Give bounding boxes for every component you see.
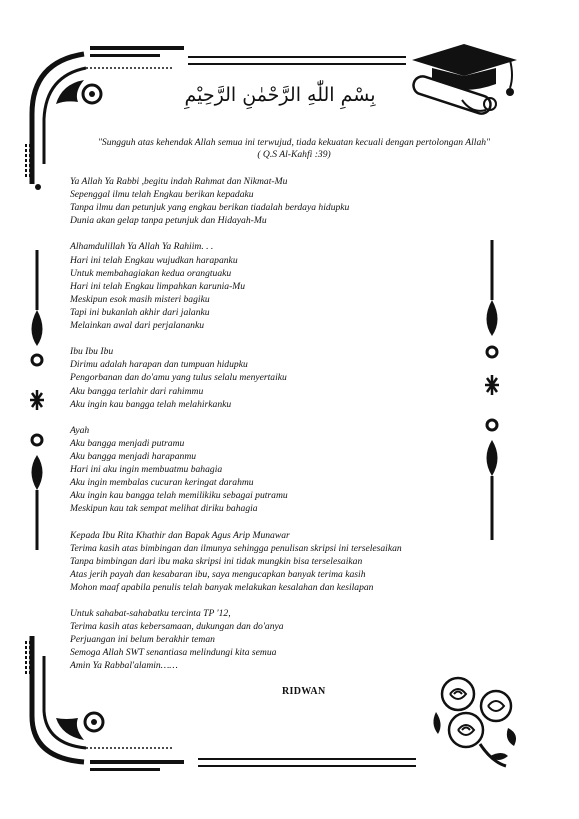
roses-ornament xyxy=(428,672,520,772)
poem-line: Meskipun esok masih misteri bagiku xyxy=(70,293,210,305)
quote-source: ( Q.S Al-Kahfi :39) xyxy=(257,149,331,160)
stanza xyxy=(70,345,470,410)
poem-line: Hari ini telah Engkau wujudkan harapanku xyxy=(70,254,238,266)
graduation-cap-and-diploma-icon xyxy=(402,40,527,120)
poem-line: Terima kasih atas bimbingan dan ilmunya sehingga penulisan skripsi ini terselesaikan xyxy=(70,542,402,554)
poem-line: Tanpa bimbingan dari ibu maka skripsi ini tidak mungkin bisa terselesaikan xyxy=(70,555,363,567)
poem-line: Tapi ini bukanlah akhir dari jalanku xyxy=(70,306,210,318)
poem-line: Perjuangan ini belum berakhir teman xyxy=(70,634,215,646)
poem-line: Untuk membahagiakan kedua orangtuaku xyxy=(70,267,232,279)
stanza xyxy=(70,607,470,672)
stanza xyxy=(70,424,470,516)
poem-line: Hari ini aku ingin membuatmu bahagia xyxy=(70,464,223,476)
poem-line: Aku ingin membalas cucuran keringat darahmu xyxy=(70,477,254,489)
poem-line: Hari ini telah Engkau limpahkan karunia-Mu xyxy=(70,280,246,292)
stanza xyxy=(70,240,470,332)
poem-line: Dirimu adalah harapan dan tumpuan hidupku xyxy=(70,359,248,371)
poem-line: Ibu Ibu Ibu xyxy=(70,346,114,358)
bottom-border-bar xyxy=(198,758,416,767)
poem-line: Aku bangga menjadi putramu xyxy=(70,437,185,449)
poem-line: Atas jerih payah dan kesabaran ibu, saya mengucapkan banyak terima kasih xyxy=(70,568,366,580)
poem-line: Dunia akan gelap tanpa petunjuk dan Hidayah-Mu xyxy=(70,215,267,227)
author-signature: RIDWAN xyxy=(282,686,326,697)
poem-line: Aku ingin kau bangga telah memilikiku sebagai putramu xyxy=(70,490,288,502)
quote-text: "Sungguh atas kehendak Allah semua ini terwujud, tiada kekuatan kecuali dengan pertolongan Allah" xyxy=(97,137,491,148)
dedication-body xyxy=(70,175,470,686)
poem-line: Alhamdulillah Ya Allah Ya Rahiim. . . xyxy=(70,241,214,253)
poem-line: Meskipun kau tak sempat melihat diriku bahagia xyxy=(70,503,258,515)
poem-line: Amin Ya Rabbal'alamin…… xyxy=(70,660,178,672)
poem-line: Aku bangga menjadi harapanmu xyxy=(70,450,197,462)
poem-line: Terima kasih atas kebersamaan, dukungan dan do'anya xyxy=(70,621,284,633)
poem-line: Semoga Allah SWT senantiasa melindungi kita semua xyxy=(70,647,277,659)
poem-line: Pengorbanan dan do'amu yang tulus selalu menyertaiku xyxy=(70,372,287,384)
poem-line: Untuk sahabat-sahabatku tercinta TP '12, xyxy=(70,608,231,620)
top-left-corner-ornament xyxy=(22,44,192,194)
poem-line: Sepenggal ilmu telah Engkau berikan kepadaku xyxy=(70,189,254,201)
poem-line: Tanpa ilmu dan petunjuk yang engkau berikan tiadalah berdaya hidupku xyxy=(70,202,350,214)
poem-line: Kepada Ibu Rita Khathir dan Bapak Agus Arip Munawar xyxy=(70,529,290,541)
right-border-ornament xyxy=(481,240,503,590)
poem-line: Aku ingin kau bangga telah melahirkanku xyxy=(70,398,232,410)
poem-line: Ya Allah Ya Rabbi ,begitu indah Rahmat dan Nikmat-Mu xyxy=(70,176,288,187)
opening-quote xyxy=(70,137,518,161)
left-border-ornament xyxy=(26,250,48,610)
poem-line: Mohon maaf apabila penulis telah banyak melakukan kesalahan dan kesilapan xyxy=(70,581,374,593)
stanza xyxy=(70,529,470,594)
basmala-header: بِسْمِ اللّٰهِ الرَّحْمٰنِ الرَّحِيْمِ xyxy=(184,84,376,106)
poem-line: Ayah xyxy=(70,424,90,436)
poem-line: Aku bangga terlahir dari rahimmu xyxy=(70,385,204,397)
poem-line: Melainkan awal dari perjalananku xyxy=(70,320,205,332)
stanza xyxy=(70,175,470,227)
top-border-bar xyxy=(188,56,406,65)
